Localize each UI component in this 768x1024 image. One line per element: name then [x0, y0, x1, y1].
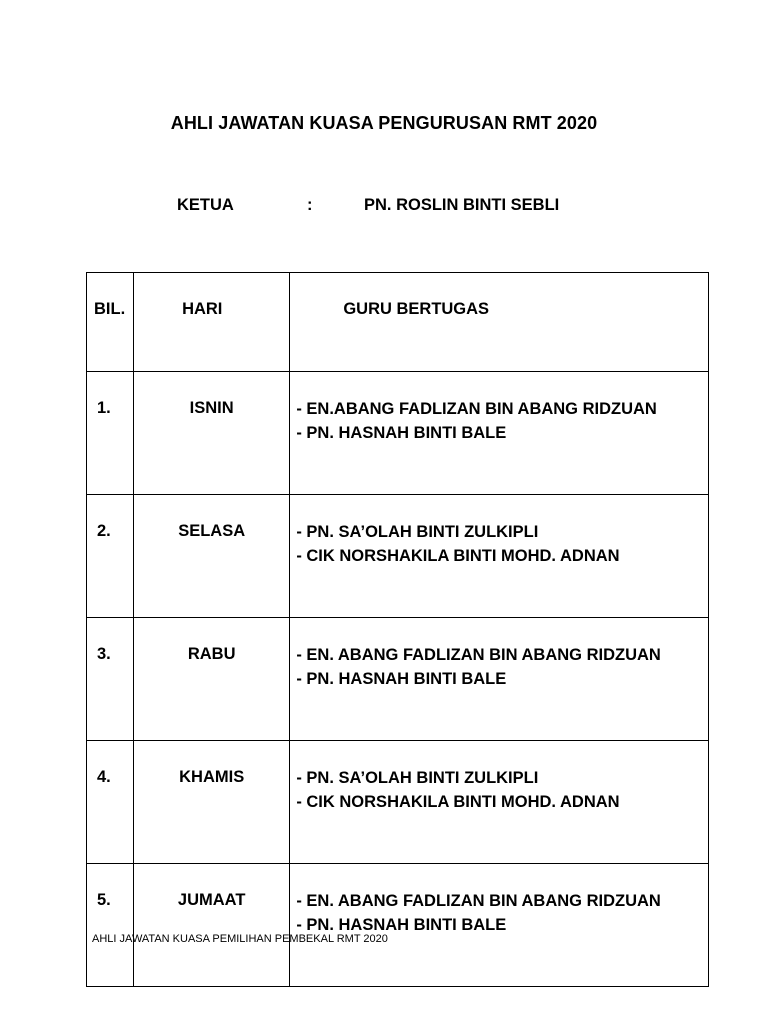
ketua-name: PN. ROSLIN BINTI SEBLI [364, 196, 560, 214]
row-bil: 4. [87, 741, 134, 864]
row-bil: 2. [87, 495, 134, 618]
page-title: AHLI JAWATAN KUASA PENGURUSAN RMT 2020 [170, 113, 598, 133]
row-hari: RABU [134, 618, 290, 741]
guru-line: - PN. HASNAH BINTI BALE [296, 423, 507, 442]
guru-line: - PN. HASNAH BINTI BALE [296, 669, 507, 688]
row-bil: 3. [87, 618, 134, 741]
ketua-label: KETUA [177, 196, 234, 214]
row-guru [290, 372, 709, 495]
row-hari: JUMAAT [134, 864, 290, 987]
guru-line: - CIK NORSHAKILA BINTI MOHD. ADNAN [296, 546, 620, 565]
row-bil: 1. [87, 372, 134, 495]
ketua-colon: : [307, 196, 313, 214]
row-hari: SELASA [134, 495, 290, 618]
table-row [87, 741, 709, 864]
row-guru [290, 864, 709, 987]
footer-text: AHLI JAWATAN KUASA PEMILIHAN PEMBEKAL RMT 2020 [92, 933, 388, 945]
guru-line: - CIK NORSHAKILA BINTI MOHD. ADNAN [296, 792, 620, 811]
header-bil: BIL. [87, 273, 134, 372]
guru-line: - PN. SA’OLAH BINTI ZULKIPLI [296, 769, 539, 787]
guru-line: - PN. SA’OLAH BINTI ZULKIPLI [296, 523, 539, 541]
table-row [87, 372, 709, 495]
guru-line: - EN. ABANG FADLIZAN BIN ABANG RIDZUAN [296, 892, 661, 910]
table-row [87, 864, 709, 987]
row-hari: KHAMIS [134, 741, 290, 864]
table-row [87, 618, 709, 741]
table-header-row [87, 273, 709, 372]
guru-line: - EN.ABANG FADLIZAN BIN ABANG RIDZUAN [296, 400, 657, 418]
header-guru-bertugas: GURU BERTUGAS [290, 273, 709, 372]
table-row [87, 495, 709, 618]
row-guru [290, 618, 709, 741]
row-hari: ISNIN [134, 372, 290, 495]
guru-line: - PN. HASNAH BINTI BALE [296, 915, 507, 934]
row-bil: 5. [87, 864, 134, 987]
header-hari: HARI [134, 273, 290, 372]
duty-table [86, 272, 709, 987]
row-guru [290, 741, 709, 864]
guru-line: - EN. ABANG FADLIZAN BIN ABANG RIDZUAN [296, 646, 661, 664]
row-guru [290, 495, 709, 618]
